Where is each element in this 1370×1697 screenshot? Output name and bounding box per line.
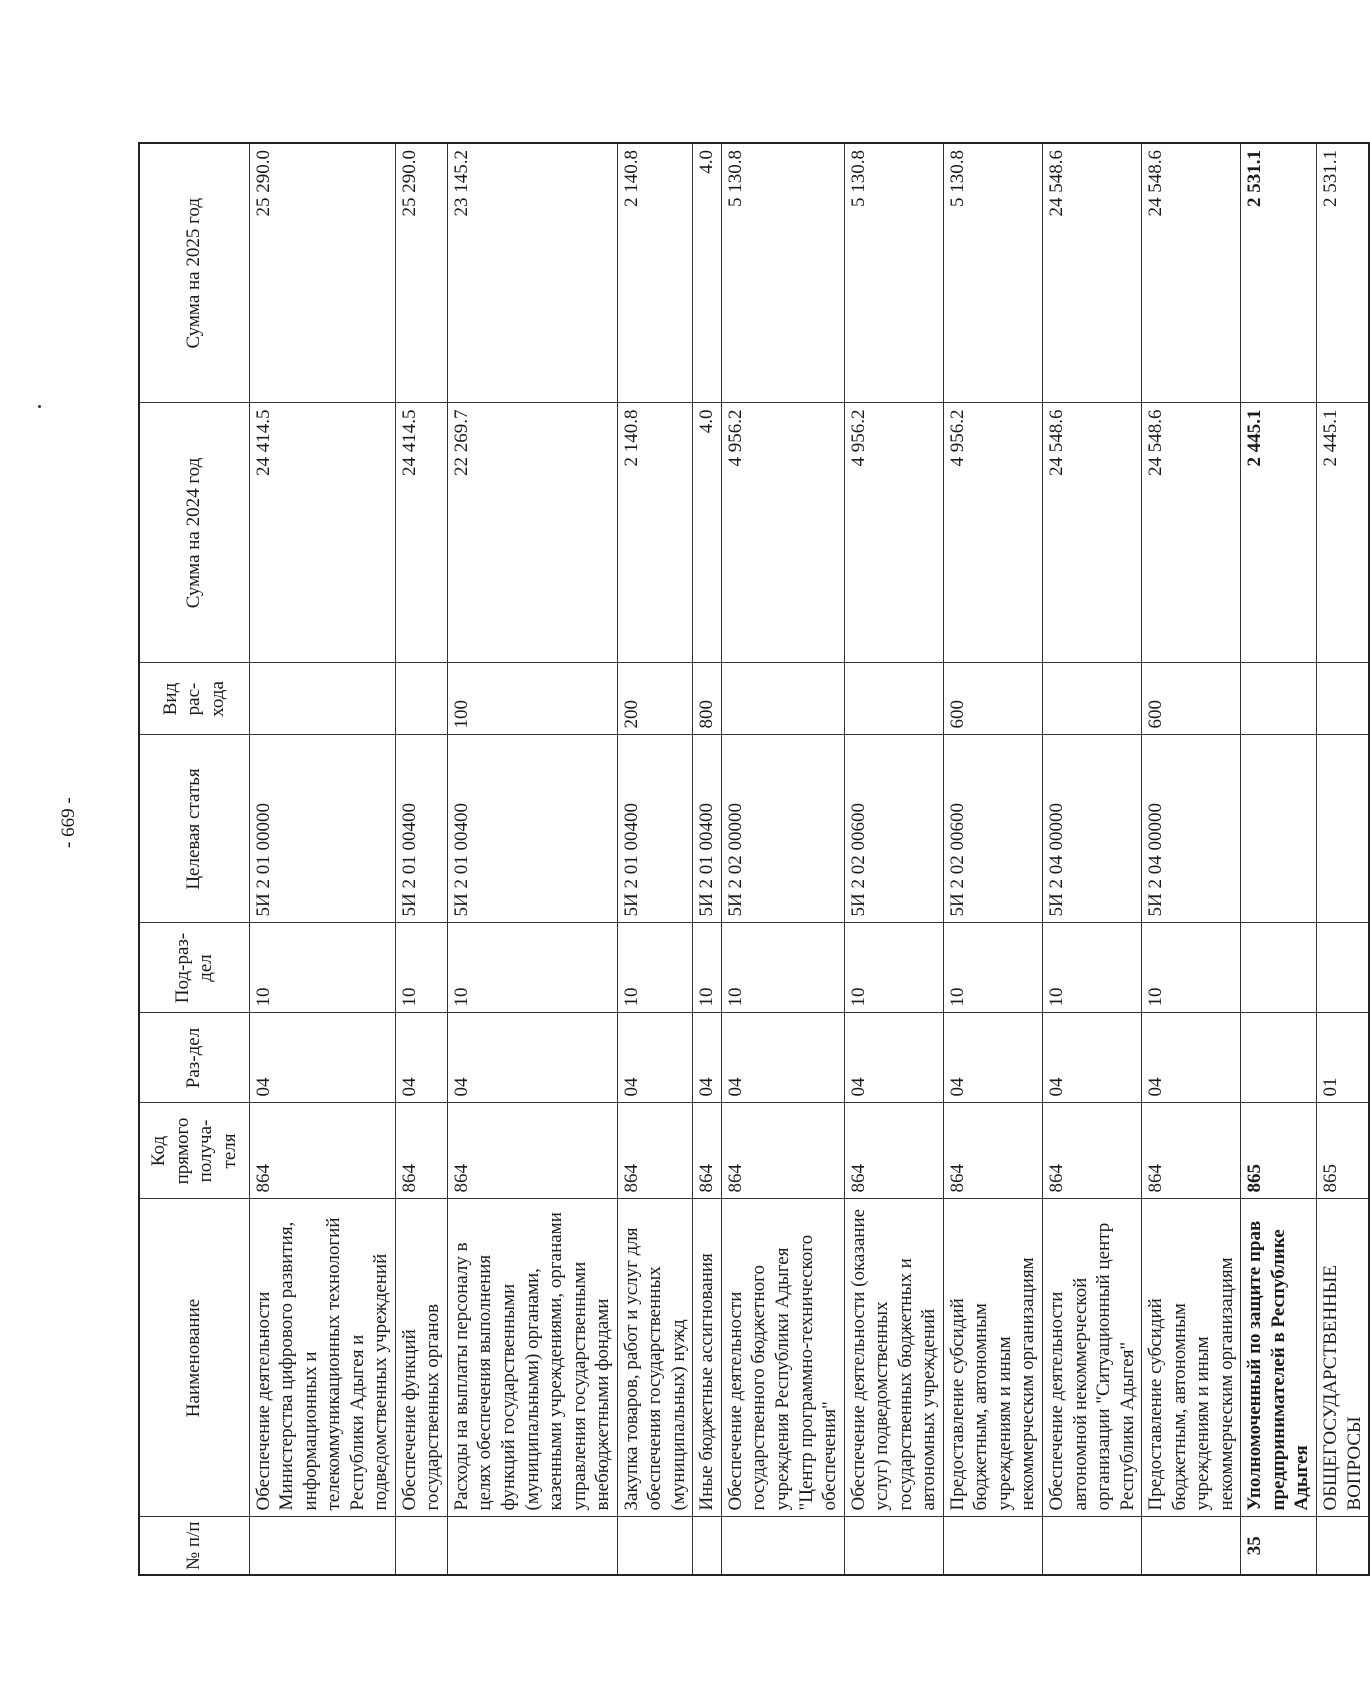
row-subsection: 10 (693, 923, 722, 1013)
row-target-article: 5И 2 02 00600 (943, 735, 1042, 923)
row-target-article: 5И 2 02 00000 (721, 735, 844, 923)
row-section: 04 (844, 1013, 943, 1103)
page-number: - 669 - (58, 797, 79, 848)
row-expense-type (721, 663, 844, 735)
row-subsection (1317, 923, 1370, 1013)
row-subsection: 10 (1043, 923, 1142, 1013)
row-number (943, 1517, 1042, 1575)
row-number (249, 1517, 395, 1575)
row-number (693, 1517, 722, 1575)
row-recipient-code: 864 (447, 1103, 617, 1199)
row-name: ОБЩЕГОСУДАРСТВЕННЫЕ ВОПРОСЫ (1317, 1199, 1370, 1517)
header-sum-2025: Сумма на 2025 год (139, 143, 249, 403)
row-target-article: 5И 2 04 00000 (1043, 735, 1142, 923)
row-subsection: 10 (943, 923, 1042, 1013)
rotated-page-content (138, 144, 1365, 1576)
row-sum-2024: 24 414.5 (395, 403, 447, 663)
row-subsection: 10 (721, 923, 844, 1013)
header-recipient-code: Код прямого получа-теля (139, 1103, 249, 1199)
row-recipient-code: 864 (693, 1103, 722, 1199)
row-sum-2025: 5 130.8 (943, 143, 1042, 403)
row-subsection (1241, 923, 1317, 1013)
row-number: 35 (1241, 1517, 1317, 1575)
header-expense-type: Вид рас-хода (139, 663, 249, 735)
table-row (447, 143, 617, 1575)
row-sum-2025: 24 548.6 (1043, 143, 1142, 403)
row-sum-2025: 25 290.0 (395, 143, 447, 403)
row-sum-2024: 2 140.8 (617, 403, 693, 663)
row-subsection: 10 (1142, 923, 1241, 1013)
row-section: 04 (721, 1013, 844, 1103)
row-name: Иные бюджетные ассигнования (693, 1199, 722, 1517)
row-recipient-code: 864 (249, 1103, 395, 1199)
row-number (1142, 1517, 1241, 1575)
row-section (1241, 1013, 1317, 1103)
table-row (693, 143, 722, 1575)
row-name: Обеспечение деятельности (оказание услуг) подведомственных государственных бюджетных и автономных учреждений (844, 1199, 943, 1517)
row-sum-2025: 24 548.6 (1142, 143, 1241, 403)
row-recipient-code: 864 (844, 1103, 943, 1199)
row-number (1317, 1517, 1370, 1575)
row-expense-type: 200 (617, 663, 693, 735)
row-number (1043, 1517, 1142, 1575)
row-subsection: 10 (844, 923, 943, 1013)
row-section: 04 (693, 1013, 722, 1103)
row-name: Обеспечение функций государственных органов (395, 1199, 447, 1517)
table-row (943, 143, 1042, 1575)
table-row (617, 143, 693, 1575)
row-target-article (1317, 735, 1370, 923)
header-subsection: Под-раз-дел (139, 923, 249, 1013)
scan-speck (38, 405, 41, 408)
row-sum-2024: 4.0 (693, 403, 722, 663)
row-sum-2025: 23 145.2 (447, 143, 617, 403)
row-sum-2024: 24 414.5 (249, 403, 395, 663)
row-expense-type (844, 663, 943, 735)
table-row (721, 143, 844, 1575)
table-body (249, 143, 1369, 1575)
row-sum-2024: 22 269.7 (447, 403, 617, 663)
row-section: 04 (1142, 1013, 1241, 1103)
row-number (395, 1517, 447, 1575)
row-recipient-code: 864 (943, 1103, 1042, 1199)
row-target-article: 5И 2 01 00400 (395, 735, 447, 923)
row-expense-type (249, 663, 395, 735)
row-recipient-code: 864 (721, 1103, 844, 1199)
row-recipient-code: 864 (617, 1103, 693, 1199)
row-subsection: 10 (395, 923, 447, 1013)
table-row (1241, 143, 1317, 1575)
row-expense-type (395, 663, 447, 735)
row-recipient-code: 864 (1142, 1103, 1241, 1199)
table-row (1317, 143, 1370, 1575)
row-subsection: 10 (617, 923, 693, 1013)
row-expense-type (1241, 663, 1317, 735)
row-section: 04 (617, 1013, 693, 1103)
row-recipient-code: 865 (1317, 1103, 1370, 1199)
row-sum-2025: 2 531.1 (1317, 143, 1370, 403)
row-target-article (1241, 735, 1317, 923)
row-recipient-code: 865 (1241, 1103, 1317, 1199)
row-name: Обеспечение деятельности автономной некоммерческой организации "Ситуационный центр Республики Адыгея" (1043, 1199, 1142, 1517)
table-row (844, 143, 943, 1575)
row-sum-2024: 2 445.1 (1241, 403, 1317, 663)
row-expense-type (1317, 663, 1370, 735)
header-section: Раз-дел (139, 1013, 249, 1103)
row-name: Предоставление субсидий бюджетным, автономным учреждениям и иным некоммерческим организациям (943, 1199, 1042, 1517)
row-sum-2025: 5 130.8 (721, 143, 844, 403)
row-expense-type (1043, 663, 1142, 735)
row-section: 04 (447, 1013, 617, 1103)
row-sum-2025: 4.0 (693, 143, 722, 403)
row-target-article: 5И 2 02 00600 (844, 735, 943, 923)
row-number (447, 1517, 617, 1575)
row-section: 01 (1317, 1013, 1370, 1103)
row-expense-type: 600 (1142, 663, 1241, 735)
row-subsection: 10 (249, 923, 395, 1013)
table-header-row (139, 143, 249, 1575)
row-target-article: 5И 2 01 00400 (693, 735, 722, 923)
row-recipient-code: 864 (395, 1103, 447, 1199)
row-sum-2024: 24 548.6 (1043, 403, 1142, 663)
row-target-article: 5И 2 01 00400 (617, 735, 693, 923)
row-target-article: 5И 2 01 00000 (249, 735, 395, 923)
row-expense-type: 800 (693, 663, 722, 735)
row-section: 04 (249, 1013, 395, 1103)
row-section: 04 (395, 1013, 447, 1103)
row-name: Уполномоченный по защите прав предпринимателей в Республике Адыгея (1241, 1199, 1317, 1517)
table-row (249, 143, 395, 1575)
header-name: Наименование (139, 1199, 249, 1517)
table-row (395, 143, 447, 1575)
row-recipient-code: 864 (1043, 1103, 1142, 1199)
row-number (617, 1517, 693, 1575)
row-target-article: 5И 2 01 00400 (447, 735, 617, 923)
row-sum-2024: 4 956.2 (943, 403, 1042, 663)
row-section: 04 (943, 1013, 1042, 1103)
row-section: 04 (1043, 1013, 1142, 1103)
row-target-article: 5И 2 04 00000 (1142, 735, 1241, 923)
row-number (721, 1517, 844, 1575)
row-name: Закупка товаров, работ и услуг для обеспечения государственных (муниципальных) нужд (617, 1199, 693, 1517)
row-expense-type: 600 (943, 663, 1042, 735)
row-sum-2025: 5 130.8 (844, 143, 943, 403)
row-sum-2024: 4 956.2 (844, 403, 943, 663)
table-row (1043, 143, 1142, 1575)
row-sum-2025: 2 140.8 (617, 143, 693, 403)
row-sum-2024: 2 445.1 (1317, 403, 1370, 663)
row-sum-2024: 24 548.6 (1142, 403, 1241, 663)
row-name: Обеспечение деятельности Министерства цифрового развития, информационных и телекоммуникационных технологий Республики Адыгея и подведомственных учреждений (249, 1199, 395, 1517)
header-sum-2024: Сумма на 2024 год (139, 403, 249, 663)
row-name: Расходы на выплаты персоналу в целях обеспечения выполнения функций государственными (муниципальными) органами, казенными учреждениями, органами управления государственными внебюджетными фондами (447, 1199, 617, 1517)
row-number (844, 1517, 943, 1575)
row-name: Предоставление субсидий бюджетным, автономным учреждениям и иным некоммерческим организациям (1142, 1199, 1241, 1517)
budget-table (138, 142, 1370, 1576)
row-name: Обеспечение деятельности государственного бюджетного учреждения Республики Адыгея "Центр программно-технического обеспечения" (721, 1199, 844, 1517)
row-sum-2025: 2 531.1 (1241, 143, 1317, 403)
row-expense-type: 100 (447, 663, 617, 735)
row-sum-2025: 25 290.0 (249, 143, 395, 403)
row-subsection: 10 (447, 923, 617, 1013)
header-target-article: Целевая статья (139, 735, 249, 923)
header-no: № п/п (139, 1517, 249, 1575)
table-row (1142, 143, 1241, 1575)
row-sum-2024: 4 956.2 (721, 403, 844, 663)
